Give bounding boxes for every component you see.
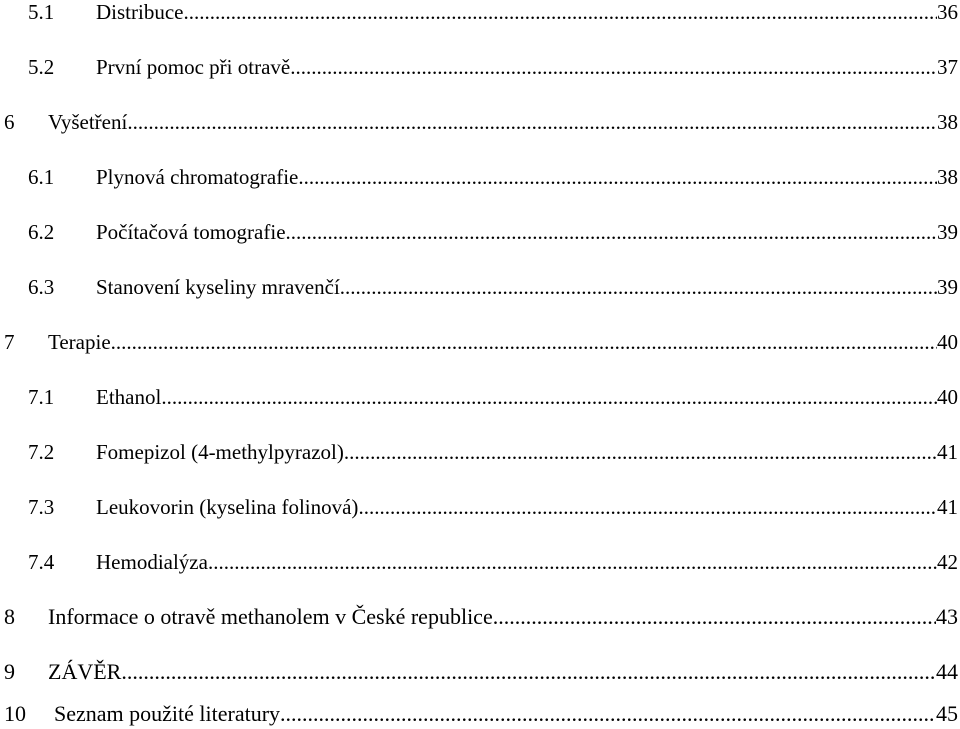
toc-number: 7.3 bbox=[28, 495, 55, 519]
toc-number: 6 bbox=[4, 110, 15, 134]
toc-page: 40 bbox=[937, 330, 958, 354]
toc-page: 45 bbox=[936, 701, 958, 726]
toc-entry-7-2[interactable] bbox=[0, 437, 958, 467]
toc-page: 40 bbox=[937, 385, 958, 409]
toc-number: 6.2 bbox=[28, 220, 55, 244]
toc-title: Seznam použité literatury bbox=[54, 701, 281, 726]
toc-number: 7 bbox=[4, 330, 15, 354]
dot-leader bbox=[298, 162, 937, 192]
toc-number: 6.1 bbox=[28, 165, 55, 189]
toc-page: 36 bbox=[937, 0, 958, 24]
toc-entry-6-1[interactable] bbox=[0, 162, 958, 192]
toc-number: 5.1 bbox=[28, 0, 55, 24]
toc-number: 5.2 bbox=[28, 55, 55, 79]
dot-leader bbox=[183, 0, 937, 27]
toc-title: Plynová chromatografie bbox=[96, 165, 299, 189]
dot-leader bbox=[161, 382, 937, 412]
toc-entry-7-4[interactable] bbox=[0, 547, 958, 577]
toc-entry-7-1[interactable] bbox=[0, 382, 958, 412]
toc-number: 7.2 bbox=[28, 440, 55, 464]
dot-leader bbox=[340, 272, 937, 302]
toc-entry-6-3[interactable] bbox=[0, 272, 958, 302]
toc-number: 7.4 bbox=[28, 550, 55, 574]
toc-page: 41 bbox=[937, 495, 958, 519]
toc-number: 10 bbox=[4, 701, 26, 726]
toc-title: Hemodialýza bbox=[96, 550, 208, 574]
dot-leader bbox=[290, 52, 937, 82]
toc-number: 8 bbox=[4, 604, 15, 629]
toc-page: 42 bbox=[937, 550, 958, 574]
toc-title: Fomepizol (4-methylpyrazol) bbox=[96, 440, 344, 464]
toc-title: První pomoc při otravě bbox=[96, 55, 291, 79]
toc-entry-8[interactable] bbox=[0, 602, 958, 632]
dot-leader bbox=[280, 699, 936, 729]
toc-entry-6[interactable] bbox=[0, 107, 958, 137]
toc-title: Informace o otravě methanolem v České republice bbox=[48, 604, 493, 629]
toc-entry-5-2[interactable] bbox=[0, 52, 958, 82]
toc-number: 9 bbox=[4, 659, 15, 684]
toc-entry-9[interactable] bbox=[0, 657, 958, 687]
toc-title: Ethanol bbox=[96, 385, 162, 409]
dot-leader bbox=[111, 327, 937, 357]
dot-leader bbox=[286, 217, 937, 247]
toc-title: Terapie bbox=[48, 330, 111, 354]
toc-entry-7-3[interactable] bbox=[0, 492, 958, 522]
dot-leader bbox=[493, 602, 936, 632]
dot-leader bbox=[344, 437, 937, 467]
toc-page: 39 bbox=[937, 275, 958, 299]
toc-page: 43 bbox=[936, 604, 958, 629]
toc-page: 41 bbox=[937, 440, 958, 464]
dot-leader bbox=[127, 107, 937, 137]
toc-title: Distribuce bbox=[96, 0, 184, 24]
toc-page: 38 bbox=[937, 165, 958, 189]
toc-title: Stanovení kyseliny mravenčí bbox=[96, 275, 340, 299]
dot-leader bbox=[208, 547, 937, 577]
toc-page: 38 bbox=[937, 110, 958, 134]
toc-title: Počítačová tomografie bbox=[96, 220, 286, 244]
toc-page: 37 bbox=[937, 55, 958, 79]
toc-entry-10[interactable] bbox=[0, 699, 958, 729]
dot-leader bbox=[121, 657, 936, 687]
toc-page: 44 bbox=[936, 659, 958, 684]
toc-title: ZÁVĚR bbox=[48, 659, 122, 684]
toc-page: 39 bbox=[937, 220, 958, 244]
toc-number: 7.1 bbox=[28, 385, 55, 409]
toc-title: Leukovorin (kyselina folinová) bbox=[96, 495, 359, 519]
dot-leader bbox=[358, 492, 937, 522]
toc-entry-7[interactable] bbox=[0, 327, 958, 357]
toc-title: Vyšetření bbox=[48, 110, 128, 134]
toc-entry-5-1[interactable] bbox=[0, 0, 958, 27]
toc-entry-6-2[interactable] bbox=[0, 217, 958, 247]
toc-number: 6.3 bbox=[28, 275, 55, 299]
